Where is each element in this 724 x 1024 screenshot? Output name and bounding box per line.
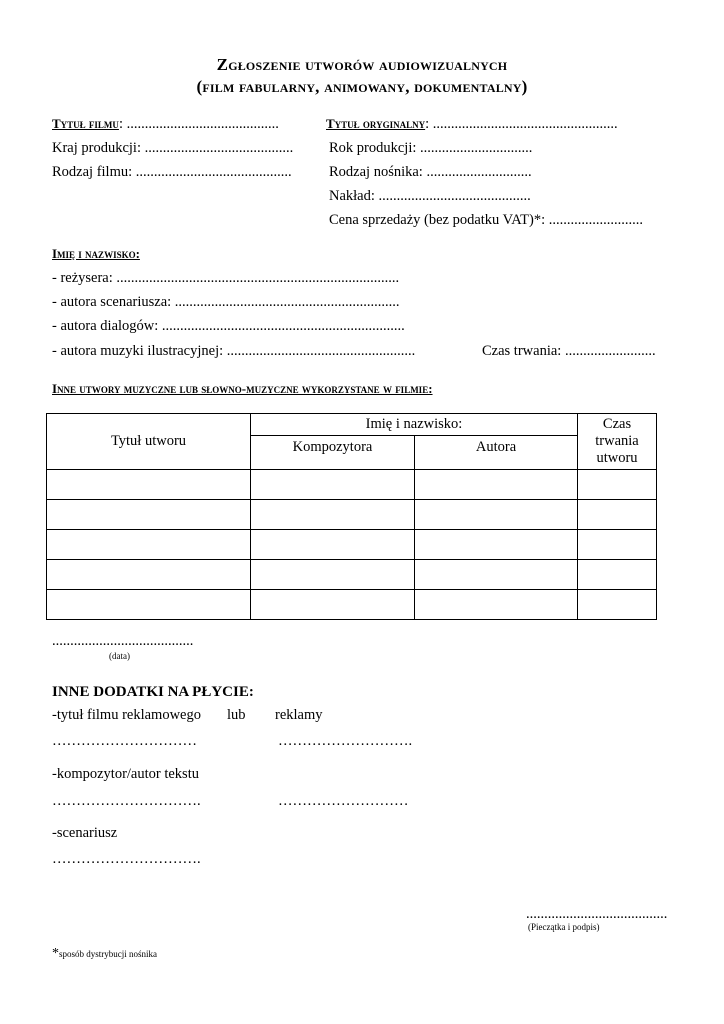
medium-type-field[interactable]: Rodzaj nośnika: ............................. xyxy=(329,164,532,180)
director-field[interactable]: - reżysera: .............................................................................. xyxy=(52,270,400,286)
table-cell[interactable] xyxy=(415,560,578,590)
music-author-field[interactable]: - autora muzyki ilustracyjnej: .................................................... xyxy=(52,343,416,359)
music-works-table xyxy=(46,413,657,620)
sale-price-field[interactable]: Cena sprzedaży (bez podatku VAT)*: .......................... xyxy=(329,212,643,228)
original-title-label: Tytuł oryginalny xyxy=(326,116,426,131)
col-header-name-group: Imię i nazwisko: xyxy=(251,414,578,436)
production-country-field[interactable]: Kraj produkcji: ......................................... xyxy=(52,140,294,156)
film-title-dots: : .......................................... xyxy=(118,116,279,132)
table-row xyxy=(47,590,657,620)
table-row xyxy=(47,500,657,530)
table-cell[interactable] xyxy=(251,530,415,560)
col-header-author: Autora xyxy=(415,435,578,469)
ad-film-title-field[interactable]: ………………………… xyxy=(52,733,197,749)
table-cell[interactable] xyxy=(47,590,251,620)
table-cell[interactable] xyxy=(47,500,251,530)
form-title-line2: (film fabularny, animowany, dokumentalny) xyxy=(196,77,528,96)
original-title-field[interactable] xyxy=(326,116,618,133)
table-cell[interactable] xyxy=(251,590,415,620)
ad-film-title-label: -tytuł filmu reklamowego xyxy=(52,707,201,723)
date-label: (data) xyxy=(109,651,130,661)
table-row xyxy=(47,470,657,500)
persons-heading: Imię i nazwisko: xyxy=(52,246,140,261)
screenplay-label: -scenariusz xyxy=(52,825,118,841)
footnote xyxy=(52,944,157,962)
col-header-duration: Czas trwania utworu xyxy=(578,414,657,470)
date-field[interactable]: ....................................... xyxy=(52,633,194,649)
film-type-field[interactable]: Rodzaj filmu: ........................................... xyxy=(52,164,292,180)
table-cell[interactable] xyxy=(415,530,578,560)
col-header-title: Tytuł utworu xyxy=(47,414,251,470)
table-cell[interactable] xyxy=(578,530,657,560)
table-cell[interactable] xyxy=(578,590,657,620)
footnote-text: sposób dystrybucji nośnika xyxy=(59,949,157,959)
screenplay-field[interactable]: …………………………. xyxy=(52,851,201,867)
table-cell[interactable] xyxy=(251,500,415,530)
dialogue-author-field[interactable]: - autora dialogów: ................................................................... xyxy=(52,318,405,334)
table-cell[interactable] xyxy=(578,470,657,500)
original-title-dots: : ................................................... xyxy=(425,116,618,132)
film-title-label: Tytuł filmu xyxy=(52,116,119,131)
table-cell[interactable] xyxy=(47,560,251,590)
production-year-field[interactable]: Rok produkcji: ............................... xyxy=(329,140,533,156)
ads-label: reklamy xyxy=(275,707,323,723)
lyricist-field[interactable]: ……………………… xyxy=(278,793,409,809)
table-cell[interactable] xyxy=(415,500,578,530)
table-row xyxy=(47,530,657,560)
table-cell[interactable] xyxy=(47,530,251,560)
table-cell[interactable] xyxy=(415,470,578,500)
table-cell[interactable] xyxy=(578,560,657,590)
ads-field[interactable]: ………………………. xyxy=(278,733,413,749)
screenplay-author-field[interactable]: - autora scenariusza: .............................................................. xyxy=(52,294,400,310)
table-cell[interactable] xyxy=(251,560,415,590)
composer-field[interactable]: …………………………. xyxy=(52,793,201,809)
table-cell[interactable] xyxy=(415,590,578,620)
signature-label: (Pieczątka i podpis) xyxy=(528,922,600,932)
table-cell[interactable] xyxy=(47,470,251,500)
composer-lyricist-label: -kompozytor/autor tekstu xyxy=(52,766,199,782)
form-title-line1: Zgłoszenie utworów audiowizualnych xyxy=(216,55,508,74)
film-title-field[interactable] xyxy=(52,116,279,133)
table-cell[interactable] xyxy=(251,470,415,500)
col-header-composer: Kompozytora xyxy=(251,435,415,469)
circulation-field[interactable]: Nakład: .......................................... xyxy=(329,188,531,204)
table-cell[interactable] xyxy=(578,500,657,530)
or-label: lub xyxy=(227,707,246,723)
footnote-star: * xyxy=(52,946,59,961)
table-row xyxy=(47,560,657,590)
duration-field[interactable]: Czas trwania: ......................... xyxy=(482,343,656,359)
extras-heading: INNE DODATKI NA PŁYCIE: xyxy=(52,684,254,700)
music-works-heading: Inne utwory muzyczne lub słowno-muzyczne wykorzystane w filmie: xyxy=(52,381,433,396)
signature-field[interactable]: ....................................... xyxy=(526,906,668,922)
